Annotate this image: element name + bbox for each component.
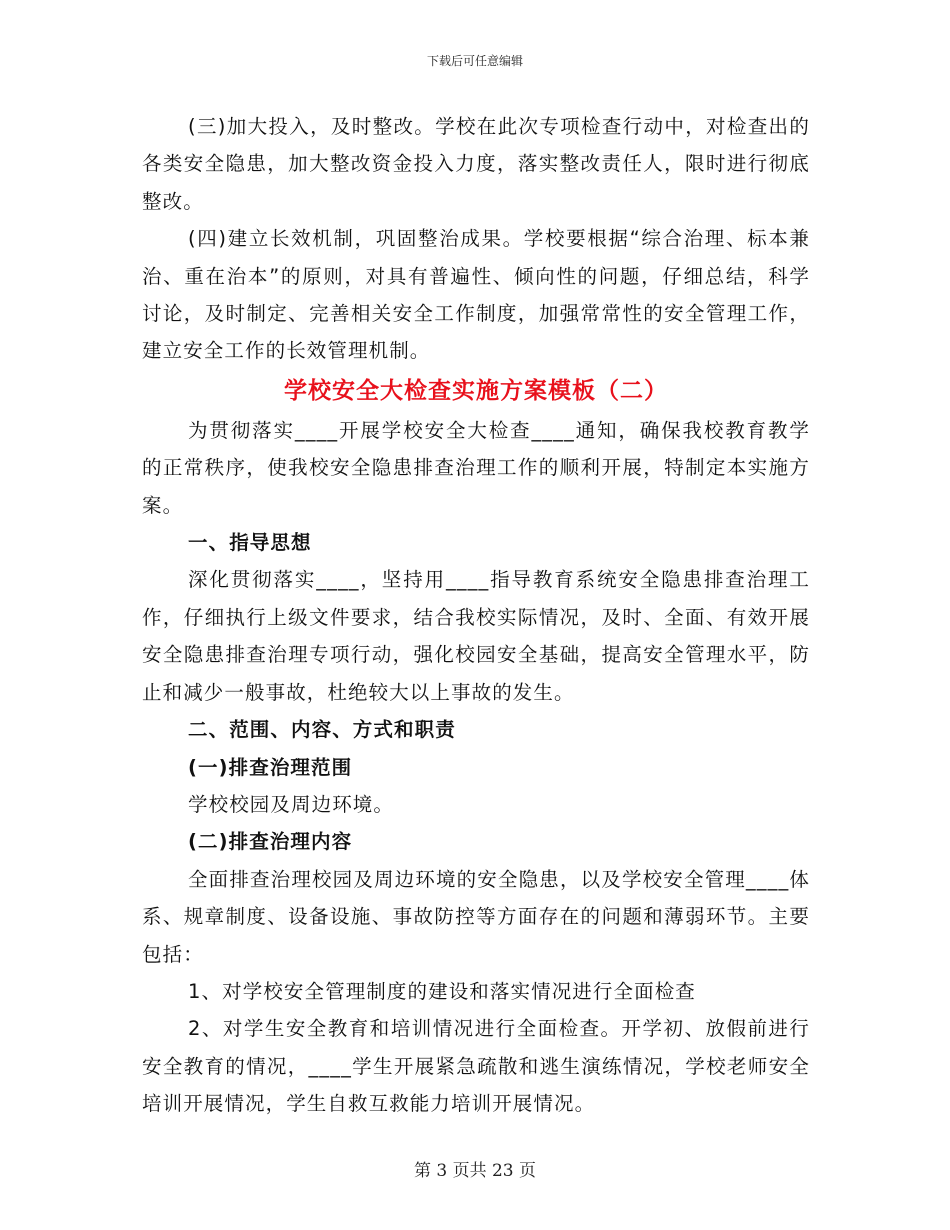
paragraph: 为贯彻落实____开展学校安全大检查____通知，确保我校教育教学的正常秩序，使我校安全隐患排查治理工作的顺利开展，特制定本实施方案。 — [142, 418, 810, 517]
list-item: 2、对学生安全教育和培训情况进行全面检查。开学初、放假前进行安全教育的情况，____学生开展紧急疏散和逃生演练情况，学校老师安全培训开展情况，学生自救互救能力培训开展情况。 — [142, 1017, 810, 1116]
heading: 一、指导思想 — [188, 531, 312, 555]
paragraph: (三)加大投入，及时整改。学校在此次专项检查行动中，对检查出的各类安全隐患，加大整改资金投入力度，落实整改责任人，限时进行彻底整改。 — [142, 115, 810, 213]
subheading: (二)排查治理内容 — [188, 830, 353, 854]
paragraph: 学校校园及周边环境。 — [188, 792, 395, 816]
list-item: 1、对学校安全管理制度的建设和落实情况进行全面检查 — [188, 979, 696, 1003]
document-body — [142, 108, 810, 1123]
section-title: 学校安全大检查实施方案模板（二） — [284, 377, 668, 404]
paragraph: 全面排查治理校园及周边环境的安全隐患，以及学校安全管理____体系、规章制度、设备设施、事故防控等方面存在的问题和薄弱环节。主要包括： — [142, 867, 810, 966]
page-header: 下载后可任意编辑 — [426, 54, 523, 68]
paragraph: (四)建立长效机制，巩固整治成果。学校要根据“综合治理、标本兼治、重在治本”的原则，对具有普遍性、倾向性的问题，仔细总结，科学讨论，及时制定、完善相关安全工作制度，加强常常性的安全管理工作，建立安全工作的长效管理机制。 — [142, 227, 810, 363]
subheading: (一)排查治理范围 — [188, 755, 353, 779]
page-footer: 第 3 页共 23 页 — [413, 1161, 537, 1181]
heading: 二、范围、内容、方式和职责 — [188, 718, 456, 742]
paragraph: 深化贯彻落实____，坚持用____指导教育系统安全隐患排查治理工作，仔细执行上级文件要求，结合我校实际情况，及时、全面、有效开展安全隐患排查治理专项行动，强化校园安全基础，提高安全管理水平，防止和减少一般事故，杜绝较大以上事故的发生。 — [142, 568, 810, 704]
